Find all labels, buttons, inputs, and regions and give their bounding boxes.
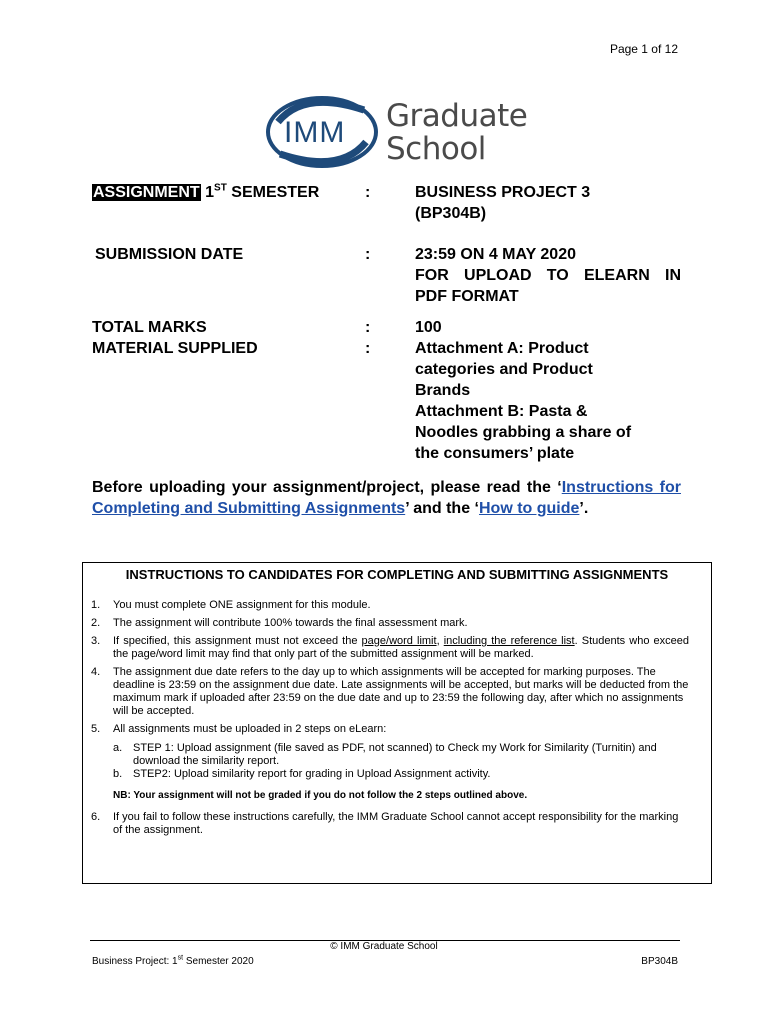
item-text: If specified, this assignment must not exceed the xyxy=(113,635,362,647)
item-text: You must complete ONE assignment for this module. xyxy=(113,599,371,611)
item-number: 6. xyxy=(91,811,101,823)
footer-module-text: Business Project: 1 xyxy=(92,956,178,967)
sub-item-letter: a. xyxy=(113,742,123,754)
sub-list xyxy=(113,742,689,781)
material-line: Attachment A: Product xyxy=(415,340,589,357)
assignment-value xyxy=(415,182,681,224)
list-item xyxy=(89,666,689,718)
module-code: (BP304B) xyxy=(415,205,487,222)
list-item xyxy=(89,635,689,661)
material-line: the consumers’ plate xyxy=(415,445,575,462)
how-to-guide-link[interactable]: How to guide xyxy=(478,500,580,517)
sub-item-text: STEP2: Upload similarity report for grading in Upload Assignment activity. xyxy=(133,768,491,780)
assignment-label xyxy=(92,182,319,203)
submission-deadline: 23:59 ON 4 MAY 2020 xyxy=(415,246,576,263)
list-item xyxy=(89,811,689,837)
submission-format: PDF FORMAT xyxy=(415,288,519,305)
material-line: categories and Product xyxy=(415,361,593,378)
item-number: 4. xyxy=(91,666,101,678)
total-marks-value: 100 xyxy=(415,319,442,336)
assignment-highlight: ASSIGNMENT xyxy=(93,184,200,201)
module-name: BUSINESS PROJECT 3 xyxy=(415,184,591,201)
material-line: Noodles grabbing a share of xyxy=(415,424,632,441)
imm-graduate-school-logo xyxy=(264,92,528,172)
page-number: Page 1 of 12 xyxy=(609,42,678,56)
list-item xyxy=(89,617,689,630)
colon: : xyxy=(365,319,371,336)
footer-code: BP304B xyxy=(641,956,678,967)
instructions-title: INSTRUCTIONS TO CANDIDATES FOR COMPLETING AND SUBMITTING ASSIGNMENTS xyxy=(125,567,669,582)
material-value xyxy=(415,338,681,464)
item-text: The assignment due date refers to the day up to which assignments will be accepted for marking purposes. The deadline is 23:59 on the assignment due date. Late assignments will be accepted, but marks will be deducted from the maximum mark if uploaded after 23:59 on the due date and up to 23:59 the following day, after which no assignments will be accepted. xyxy=(113,666,689,717)
submission-value xyxy=(415,244,681,307)
colon: : xyxy=(365,246,371,263)
material-line: Attachment B: Pasta & xyxy=(415,403,588,420)
item-text: If you fail to follow these instructions carefully, the IMM Graduate School cannot accept responsibility for the marking of the assignment. xyxy=(113,811,679,836)
semester-number: 1 xyxy=(205,184,215,201)
colon: : xyxy=(365,184,371,201)
item-text: . Students who exceed the page/word limit may find that only part of the submitted assignment will be marked. xyxy=(113,635,689,660)
list-item xyxy=(89,723,689,802)
submission-label: SUBMISSION DATE xyxy=(95,246,244,263)
item-number: 3. xyxy=(91,635,101,647)
before-uploading-paragraph xyxy=(92,477,681,519)
sub-list-item xyxy=(113,768,689,781)
nb-note: NB: Your assignment will not be graded if you do not follow the 2 steps outlined above. xyxy=(113,790,528,801)
before-text: ’. xyxy=(579,500,589,517)
item-text-underlined: including the reference list xyxy=(443,635,575,647)
item-text-underlined: page/word limit xyxy=(361,635,437,647)
sub-item-text: STEP 1: Upload assignment (file saved as PDF, not scanned) to Check my Work for Similarity (Turnitin) and download the similarity report. xyxy=(133,742,657,767)
before-text: Before uploading your assignment/project, please read the ‘ xyxy=(92,479,562,496)
instructions-list xyxy=(89,599,689,842)
sub-item-letter: b. xyxy=(113,768,123,780)
footer-copyright: © IMM Graduate School xyxy=(330,941,438,952)
list-item xyxy=(89,599,689,612)
logo-name-line1: Graduate xyxy=(386,98,528,134)
item-number: 1. xyxy=(91,599,101,611)
item-text: , xyxy=(436,635,444,647)
material-label: MATERIAL SUPPLIED xyxy=(92,340,258,357)
footer-module-text: Semester 2020 xyxy=(183,956,254,967)
total-marks-label: TOTAL MARKS xyxy=(92,319,207,336)
semester-suffix: ST xyxy=(214,182,227,194)
instructions-box xyxy=(82,562,712,884)
material-line: Brands xyxy=(415,382,471,399)
footer-module-sup: st xyxy=(177,954,184,962)
footer-module xyxy=(92,956,254,967)
item-number: 5. xyxy=(91,723,101,735)
logo-name-line2: School xyxy=(386,131,486,167)
item-text: The assignment will contribute 100% towards the final assessment mark. xyxy=(113,617,468,629)
before-text: ’ and the ‘ xyxy=(405,500,479,517)
sub-list-item xyxy=(113,742,689,768)
logo-mark-text: IMM xyxy=(284,116,346,149)
colon: : xyxy=(365,340,371,357)
item-text: All assignments must be uploaded in 2 steps on eLearn: xyxy=(113,723,387,735)
logo-name xyxy=(386,100,527,166)
instructions-link[interactable]: Instructions for Completing and Submitting Assignments xyxy=(92,479,681,517)
semester-word: SEMESTER xyxy=(231,184,320,201)
submission-upload: FOR UPLOAD TO ELEARN IN xyxy=(415,267,681,284)
item-number: 2. xyxy=(91,617,101,629)
